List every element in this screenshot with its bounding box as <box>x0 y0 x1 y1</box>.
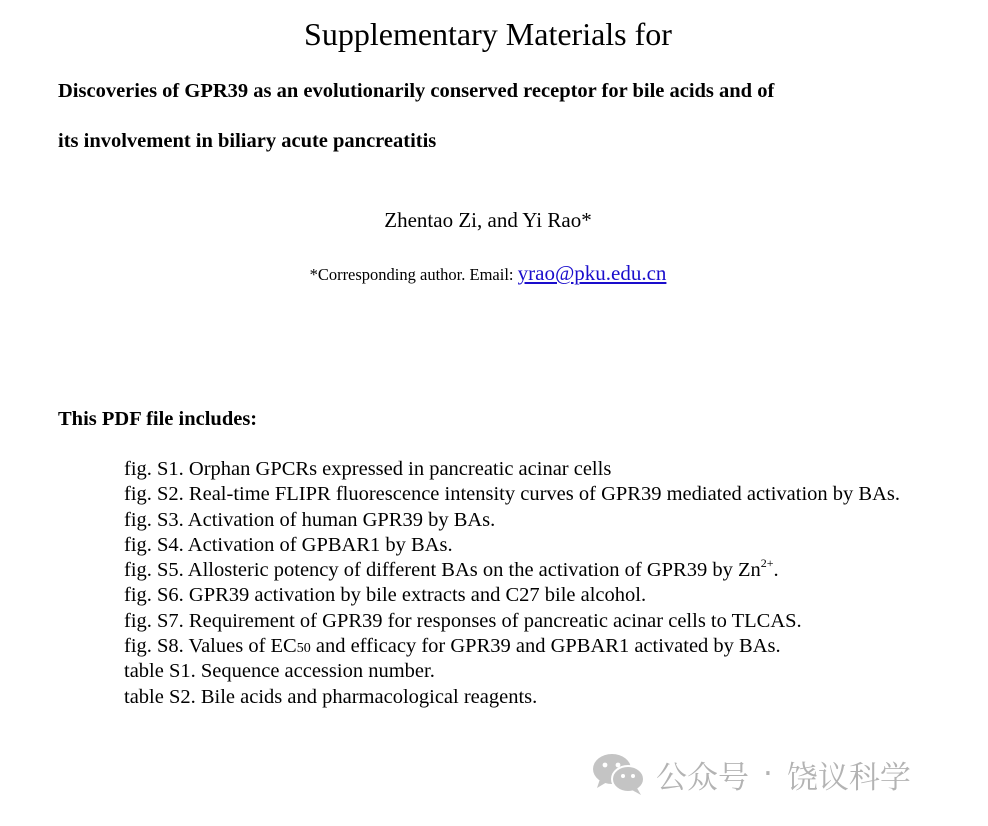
list-item-text: fig. S8. Values of EC <box>124 635 297 658</box>
paper-title-line-2: its involvement in biliary acute pancreatitis <box>58 130 437 152</box>
includes-heading: This PDF file includes: <box>58 408 258 430</box>
list-item-text: fig. S5. Allosteric potency of different BAs on the activation of GPR39 by Zn <box>124 559 761 582</box>
list-item: fig. S1. Orphan GPCRs expressed in pancreatic acinar cells <box>124 458 612 480</box>
email-link[interactable]: yrao@pku.edu.cn <box>517 261 667 285</box>
superscript: 2+ <box>760 556 774 571</box>
list-item: fig. S4. Activation of GPBAR1 by BAs. <box>124 533 453 556</box>
list-item: table S1. Sequence accession number. <box>124 660 435 683</box>
list-item: fig. S7. Requirement of GPR39 for responses of pancreatic acinar cells to TLCAS. <box>124 609 802 632</box>
list-item-text: and efficacy for GPR39 and GPBAR1 activated by BAs. <box>310 635 781 658</box>
watermark-separator: · <box>763 756 773 792</box>
list-item: fig. S6. GPR39 activation by bile extracts and C27 bile alcohol. <box>124 584 647 607</box>
watermark <box>592 748 911 800</box>
list-item: fig. S2. Real-time FLIPR fluorescence intensity curves of GPR39 mediated activation by BAs. <box>124 483 901 506</box>
page-title: Supplementary Materials for <box>304 16 672 52</box>
list-item: fig. S3. Activation of human GPR39 by BAs. <box>124 508 496 531</box>
list-item-text: . <box>773 559 779 582</box>
wechat-icon <box>592 752 646 796</box>
contents-list <box>124 457 924 710</box>
paper-title-line-1: Discoveries of GPR39 as an evolutionarily conserved receptor for bile acids and of <box>58 80 775 102</box>
watermark-name: 饶议科学 <box>786 759 911 796</box>
watermark-account-label: 公众号 <box>656 759 749 796</box>
corresponding-author-label: *Corresponding author. Email: <box>309 265 518 284</box>
list-item <box>124 634 924 659</box>
list-item <box>124 558 924 583</box>
corresponding-author <box>0 260 976 288</box>
authors: Zhentao Zi, and Yi Rao* <box>384 208 592 232</box>
list-item: table S2. Bile acids and pharmacological reagents. <box>124 685 538 708</box>
subscript: 50 <box>296 641 311 657</box>
